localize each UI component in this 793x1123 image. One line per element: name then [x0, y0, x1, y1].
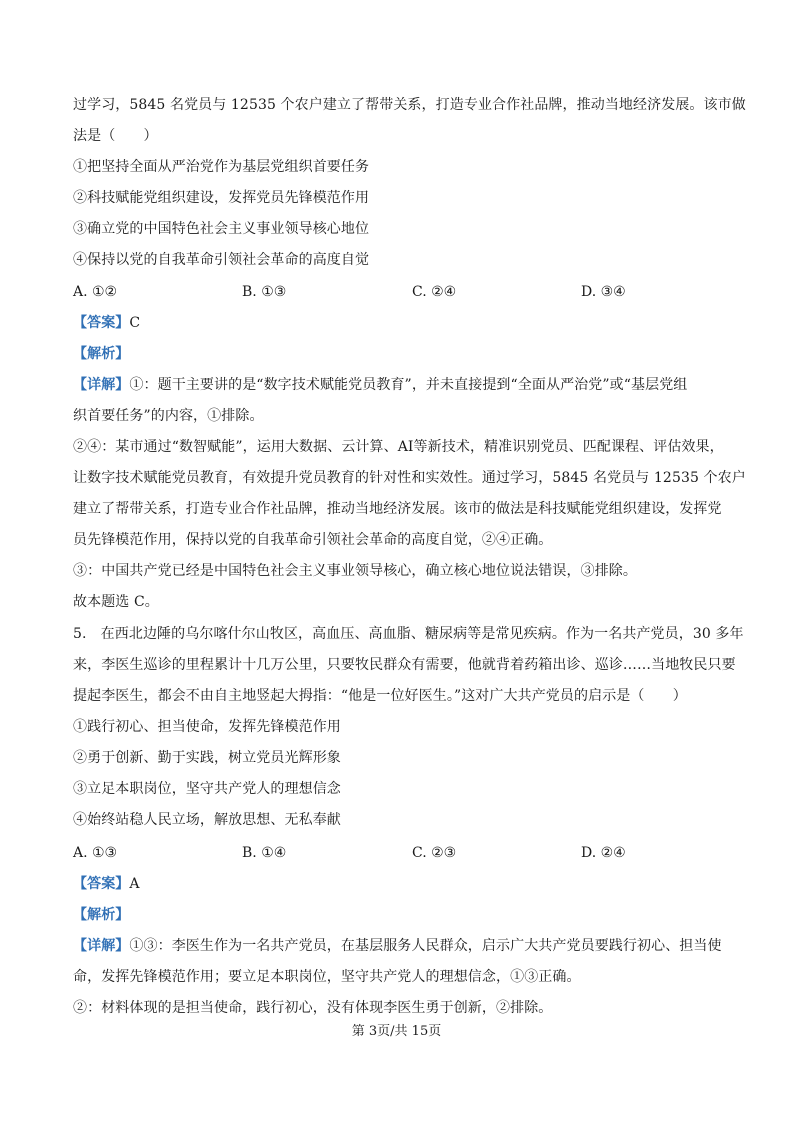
q5-answer	[73, 874, 140, 894]
q4-detail-line-3: ②④：某市通过“数智赋能”，运用大数据、云计算、AⅠ等新技术，精准识别党员、匹配课程、评估效果，	[73, 439, 724, 455]
q4-detail-line-5: 建立了帮带关系，打造专业合作社品牌，推动当地经济发展。该市的做法是科技赋能党组织建设，发挥党	[73, 501, 722, 517]
q4-answer-tag: 【答案】	[73, 315, 130, 331]
q5-stem-line-2: 来，李医生巡诊的里程累计十几万公里，只要牧民群众有需要，他就背着药箱出诊、巡诊……当地牧民只要	[73, 657, 736, 673]
q4-detail-tag: 【详解】	[73, 377, 130, 393]
q4-detail-text-1: ①：题干主要讲的是“数字技术赋能党员教育”，并未直接提到“全面从严治党”或“基层党组	[129, 377, 688, 393]
q4-detail-line-1	[73, 375, 687, 395]
q5-answer-value: A	[129, 876, 140, 892]
q5-choice-3: ③立足本职岗位，坚守共产党人的理想信念	[73, 781, 341, 797]
q4-option-b: B. ①③	[242, 284, 287, 300]
q4-option-d: D. ③④	[581, 284, 626, 300]
q4-detail-line-2: 织首要任务”的内容，①排除。	[73, 408, 264, 424]
q5-option-a: A. ①③	[73, 845, 118, 861]
q5-analysis-tag: 【解析】	[73, 907, 130, 923]
q5-choice-2: ②勇于创新、勤于实践，树立党员光辉形象	[73, 750, 341, 766]
q5-detail-line-1	[73, 936, 722, 956]
q4-option-c: C. ②④	[412, 284, 457, 300]
q4-choice-4: ④保持以党的自我革命引领社会革命的高度自觉	[73, 252, 370, 268]
q5-detail-line-2: 命，发挥先锋模范作用；要立足本职岗位，坚守共产党人的理想信念，①③正确。	[73, 969, 581, 985]
q4-answer	[73, 313, 140, 333]
q4-choice-2: ②科技赋能党组织建设，发挥党员先锋模范作用	[73, 190, 370, 206]
page-footer: 第 3页/共 15页	[351, 1024, 442, 1039]
q4-choice-3: ③确立党的中国特色社会主义事业领导核心地位	[73, 221, 370, 237]
q4-detail-line-4: 让数字技术赋能党员教育，有效提升党员教育的针对性和实效性。通过学习，5845 名党员与 12535 个农户	[73, 470, 746, 486]
q5-analysis-heading	[73, 905, 129, 925]
q5-option-b: B. ①④	[242, 845, 287, 861]
q5-detail-text-1: ①③：李医生作为一名共产党员，在基层服务人民群众，启示广大共产党员要践行初心、担当使	[129, 938, 722, 954]
q5-choice-4: ④始终站稳人民立场，解放思想、无私奉献	[73, 812, 341, 828]
q5-stem-line-1: 5. 在西北边陲的乌尔喀什尔山牧区，高血压、高血脂、糖尿病等是常见疾病。作为一名共产党员，30 多年	[73, 626, 744, 642]
q4-detail-line-8: 故本题选 C。	[73, 594, 159, 610]
q5-detail-line-3: ②：材料体现的是担当使命，践行初心，没有体现李医生勇于创新，②排除。	[73, 1000, 553, 1016]
q4-analysis-tag: 【解析】	[73, 346, 130, 362]
q4-option-a: A. ①②	[73, 284, 118, 300]
q5-choice-1: ①践行初心、担当使命，发挥先锋模范作用	[73, 719, 341, 735]
q4-stem-line-1: 过学习，5845 名党员与 12535 个农户建立了帮带关系，打造专业合作社品牌，推动当地经济发展。该市做	[73, 97, 746, 113]
q5-option-d: D. ②④	[581, 845, 626, 861]
q4-stem-line-2: 法是（ ）	[73, 128, 158, 144]
q4-analysis-heading	[73, 344, 129, 364]
q4-detail-line-6: 员先锋模范作用，保持以党的自我革命引领社会革命的高度自觉，②④正确。	[73, 532, 553, 548]
q5-stem-line-3: 提起李医生，都会不由自主地竖起大拇指：“他是一位好医生。”这对广大共产党员的启示是（ ）	[73, 688, 687, 704]
q4-detail-line-7: ③：中国共产党已经是中国特色社会主义事业领导核心，确立核心地位说法错误，③排除。	[73, 563, 637, 579]
q4-answer-value: C	[129, 315, 141, 331]
q4-choice-1: ①把坚持全面从严治党作为基层党组织首要任务	[73, 159, 370, 175]
q5-detail-tag: 【详解】	[73, 938, 130, 954]
q5-answer-tag: 【答案】	[73, 876, 130, 892]
q5-option-c: C. ②③	[412, 845, 457, 861]
